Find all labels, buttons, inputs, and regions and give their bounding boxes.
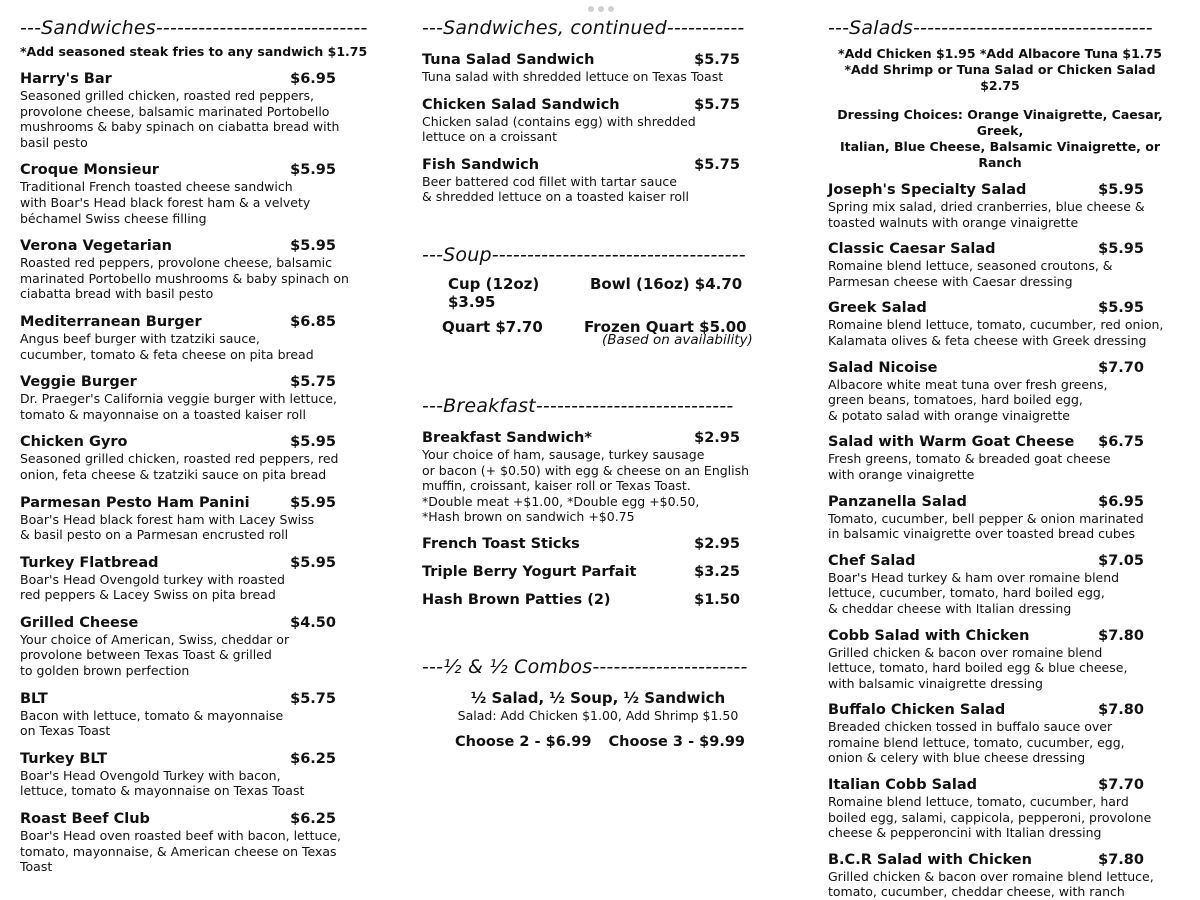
item-name: Salad Nicoise <box>828 359 938 376</box>
item-price: $1.50 <box>694 591 740 608</box>
item-name: Parmesan Pesto Ham Panini <box>20 494 250 511</box>
dressing-line-1: Dressing Choices: Orange Vinaigrette, Caesar, Greek, <box>837 107 1163 138</box>
menu-item <box>20 433 372 482</box>
item-price: $4.50 <box>290 614 336 631</box>
item-name: Croque Monsieur <box>20 162 159 179</box>
item-name: Fish Sandwich <box>422 156 540 173</box>
item-price: $7.80 <box>1098 627 1144 644</box>
menu-item <box>20 810 372 875</box>
item-price: $6.85 <box>290 313 336 330</box>
menu-item <box>828 627 1180 692</box>
item-name: Roast Beef Club <box>20 811 150 828</box>
item-name: Triple Berry Yogurt Parfait <box>422 563 637 580</box>
item-description: Boar's Head Ovengold turkey with roasted red peppers & Lacey Swiss on pita bread <box>20 571 285 603</box>
menu-item <box>828 240 1180 289</box>
item-price: $5.95 <box>290 434 336 451</box>
menu-item <box>20 750 372 799</box>
item-price: $7.70 <box>1098 777 1144 794</box>
item-name: Chicken Gyro <box>20 434 128 451</box>
salad-addons-line-2: *Add Shrimp or Tuna Salad or Chicken Salad $2.75 <box>844 62 1156 93</box>
salad-addons-line-1: *Add Chicken $1.95 *Add Albacore Tuna $1.75 <box>838 46 1162 61</box>
menu-item <box>422 96 774 145</box>
item-description: Romaine blend lettuce, tomato, cucumber, hard boiled egg, salami, cappicola, pepperoni, provolone cheese & pepperoncini with Italian dressing <box>828 794 1152 841</box>
item-description: Boar's Head black forest ham with Lacey Swiss & basil pesto on a Parmesan encrusted roll <box>20 511 315 543</box>
menu-item <box>20 237 372 302</box>
sandwiches-continued-list <box>422 51 774 205</box>
item-name: Chicken Salad Sandwich <box>422 96 620 113</box>
item-description: Your choice of American, Swiss, cheddar or provolone between Texas Toast & grilled to golden brown perfection <box>20 631 290 679</box>
item-name: Buffalo Chicken Salad <box>828 702 1006 719</box>
item-name: Harry's Bar <box>20 71 112 87</box>
menu-item <box>828 433 1180 482</box>
dressing-choices <box>828 107 1172 171</box>
item-description: Spring mix salad, dried cranberries, blue cheese & toasted walnuts with orange vinaigrette <box>828 199 1145 230</box>
item-price: $2.95 <box>694 535 740 552</box>
item-name: French Toast Sticks <box>422 535 580 552</box>
item-price: $6.75 <box>1098 434 1144 451</box>
item-price: $6.25 <box>290 811 336 828</box>
soup-availability-note: (Based on availability) <box>602 331 753 348</box>
menu-item <box>828 359 1180 424</box>
item-name: Verona Vegetarian <box>20 238 172 255</box>
salad-addons <box>828 46 1172 94</box>
item-price: $5.95 <box>1098 241 1144 258</box>
sandwiches-continued-heading: ---Sandwiches, continued----------- <box>422 17 745 39</box>
salads-list <box>828 181 1180 900</box>
item-name: Greek Salad <box>828 300 927 317</box>
item-name: Turkey BLT <box>20 750 108 767</box>
item-description: Seasoned grilled chicken, roasted red peppers, provolone cheese, balsamic marinated Portobello mushrooms & baby spinach on ciabatta bread with basil pesto <box>20 88 340 150</box>
item-name: Classic Caesar Salad <box>828 241 996 258</box>
item-name: Mediterranean Burger <box>20 313 202 330</box>
item-name: Panzanella Salad <box>828 493 967 510</box>
menu-item <box>20 313 372 362</box>
item-description: Albacore white meat tuna over fresh greens, green beans, tomatoes, hard boiled egg, & potato salad with orange vinaigrette <box>828 376 1108 423</box>
item-price: $7.70 <box>1098 359 1144 376</box>
combo-choose-2: Choose 2 - $6.99 <box>455 733 592 750</box>
item-name: Chef Salad <box>828 552 916 569</box>
menu-item <box>828 701 1180 766</box>
item-price: $5.75 <box>694 156 740 173</box>
menu-item <box>20 614 372 679</box>
item-price: $5.95 <box>290 162 336 179</box>
item-description: Boar's Head oven roasted beef with bacon, lettuce, tomato, mayonnaise, & American cheese on Texas Toast <box>20 828 342 875</box>
item-price: $6.95 <box>1098 493 1144 510</box>
item-price: $5.95 <box>290 554 336 571</box>
menu-item <box>422 429 774 525</box>
menu-item <box>20 494 372 543</box>
item-description: Grilled chicken & bacon over romaine blend lettuce, tomato, hard boiled egg & blue cheese, with balsamic vinaigrette dressing <box>828 644 1128 691</box>
item-price: $3.25 <box>694 563 740 580</box>
item-description: Romaine blend lettuce, tomato, cucumber, red onion, Kalamata olives & feta cheese with Greek dressing <box>828 317 1164 348</box>
item-price: $6.25 <box>290 750 336 767</box>
menu-item <box>828 851 1180 900</box>
menu-item <box>828 776 1180 841</box>
item-price: $7.05 <box>1098 552 1144 569</box>
item-description: Beer battered cod fillet with tartar sauce & shredded lettuce on a toasted kaiser roll <box>422 173 689 205</box>
item-description: Chicken salad (contains egg) with shredded lettuce on a croissant <box>422 113 696 145</box>
item-name: BLT <box>20 690 48 707</box>
item-name: Turkey Flatbread <box>20 554 159 571</box>
menu-item <box>828 299 1180 348</box>
item-price: $5.95 <box>290 238 336 255</box>
breakfast-heading: ---Breakfast---------------------------- <box>422 394 734 417</box>
sandwiches-note: *Add seasoned steak fries to any sandwich $1.75 <box>20 44 368 59</box>
menu-item <box>20 690 372 739</box>
menu-item <box>828 493 1180 542</box>
item-price: $5.95 <box>1098 300 1144 317</box>
item-description: Tomato, cucumber, bell pepper & onion marinated in balsamic vinaigrette over toasted bread cubes <box>828 510 1144 542</box>
item-description: Tuna salad with shredded lettuce on Texas Toast <box>422 69 724 84</box>
soup-cup-price: Cup (12oz) $3.95 <box>448 274 540 311</box>
combos-salad-addons: Salad: Add Chicken $1.00, Add Shrimp $1.50 <box>457 707 739 723</box>
item-price: $5.95 <box>290 494 336 511</box>
menu-item <box>422 535 774 553</box>
item-name: Italian Cobb Salad <box>828 777 977 794</box>
item-name: Grilled Cheese <box>20 614 139 631</box>
sandwiches-heading: ---Sandwiches------------------------------ <box>20 17 368 39</box>
item-price: $7.80 <box>1098 851 1144 868</box>
item-description: Bacon with lettuce, tomato & mayonnaise on Texas Toast <box>20 707 284 739</box>
item-name: Veggie Burger <box>20 374 137 391</box>
item-description: Roasted red peppers, provolone cheese, balsamic marinated Portobello mushrooms & baby spinach on ciabatta bread with basil pesto <box>20 255 349 302</box>
item-name: Hash Brown Patties (2) <box>422 591 611 608</box>
item-price: $5.75 <box>290 690 336 707</box>
item-price: $5.95 <box>1098 182 1144 198</box>
menu-item <box>20 70 372 150</box>
menu-item <box>20 554 372 603</box>
menu-item <box>422 156 774 205</box>
item-price: $5.75 <box>290 374 336 391</box>
item-description: Breaded chicken tossed in buffalo sauce over romaine blend lettuce, tomato, cucumber, egg, onion & celery with blue cheese dressing <box>828 719 1125 766</box>
soup-bowl-price: Bowl (16oz) $4.70 <box>590 274 743 293</box>
menu-item <box>20 373 372 422</box>
item-description: Your choice of ham, sausage, turkey sausage or bacon (+ $0.50) with egg & cheese on an English muffin, croissant, kaiser roll or Texas Toast. *Double meat +$1.00, *Double egg +$0.50, *Hash brown on sandwich +$0.75 <box>422 446 750 525</box>
item-description: Grilled chicken & bacon over romaine blend lettuce, tomato, cucumber, cheddar cheese, with ranch <box>828 868 1154 900</box>
item-name: Tuna Salad Sandwich <box>422 52 595 68</box>
item-description: Traditional French toasted cheese sandwich with Boar's Head black forest ham & a velvety béchamel Swiss cheese filling <box>20 179 311 226</box>
item-description: Angus beef burger with tzatziki sauce, cucumber, tomato & feta cheese on pita bread <box>20 330 314 362</box>
item-price: $5.75 <box>694 52 740 68</box>
soup-section <box>422 243 774 348</box>
salads-heading: ---Salads---------------------------------- <box>828 17 1153 39</box>
sandwiches-list <box>20 70 372 875</box>
item-description: Boar's Head turkey & ham over romaine blend lettuce, cucumber, tomato, hard boiled egg, & cheddar cheese with Italian dressing <box>828 569 1120 616</box>
menu-item <box>422 591 774 609</box>
item-name: B.C.R Salad with Chicken <box>828 851 1032 868</box>
item-description: Dr. Praeger's California veggie burger with lettuce, tomato & mayonnaise on a toasted kaiser roll <box>20 391 337 422</box>
item-description: Boar's Head Ovengold Turkey with bacon, lettuce, tomato & mayonnaise on Texas Toast <box>20 767 305 799</box>
dressing-line-2: Italian, Blue Cheese, Balsamic Vinaigrette, or Ranch <box>839 139 1161 170</box>
breakfast-section <box>422 394 774 609</box>
middle-column <box>422 0 774 750</box>
item-name: Joseph's Specialty Salad <box>828 182 1027 198</box>
combo-choose-3: Choose 3 - $9.99 <box>608 733 745 750</box>
item-description: Seasoned grilled chicken, roasted red peppers, red onion, feta cheese & tzatziki sauce on pita bread <box>20 451 339 482</box>
item-name: Cobb Salad with Chicken <box>828 627 1030 644</box>
combos-section <box>422 655 774 750</box>
combos-heading: ---½ & ½ Combos---------------------- <box>422 655 748 678</box>
menu-item <box>828 552 1180 617</box>
menu-item <box>828 181 1180 230</box>
soup-quart-price: Quart $7.70 <box>442 317 543 336</box>
menu-item <box>422 51 774 85</box>
combos-title: ½ Salad, ½ Soup, ½ Sandwich <box>470 688 726 707</box>
sandwiches-column <box>20 0 372 875</box>
item-name: Salad with Warm Goat Cheese <box>828 434 1075 451</box>
breakfast-list <box>422 535 774 609</box>
item-description: Fresh greens, tomato & breaded goat cheese with orange vinaigrette <box>828 451 1111 482</box>
salads-column <box>828 0 1180 900</box>
menu-item <box>20 161 372 226</box>
item-price: $6.95 <box>290 71 336 87</box>
menu-item <box>422 563 774 581</box>
item-description: Romaine blend lettuce, seasoned croutons, & Parmesan cheese with Caesar dressing <box>828 258 1113 289</box>
item-name: Breakfast Sandwich* <box>422 429 592 446</box>
soup-frozen-quart-price: Frozen Quart $5.00 <box>584 317 747 336</box>
item-price: $7.80 <box>1098 702 1144 719</box>
soup-heading: ---Soup------------------------------------ <box>422 243 746 266</box>
item-price: $2.95 <box>694 429 740 446</box>
item-price: $5.75 <box>694 96 740 113</box>
